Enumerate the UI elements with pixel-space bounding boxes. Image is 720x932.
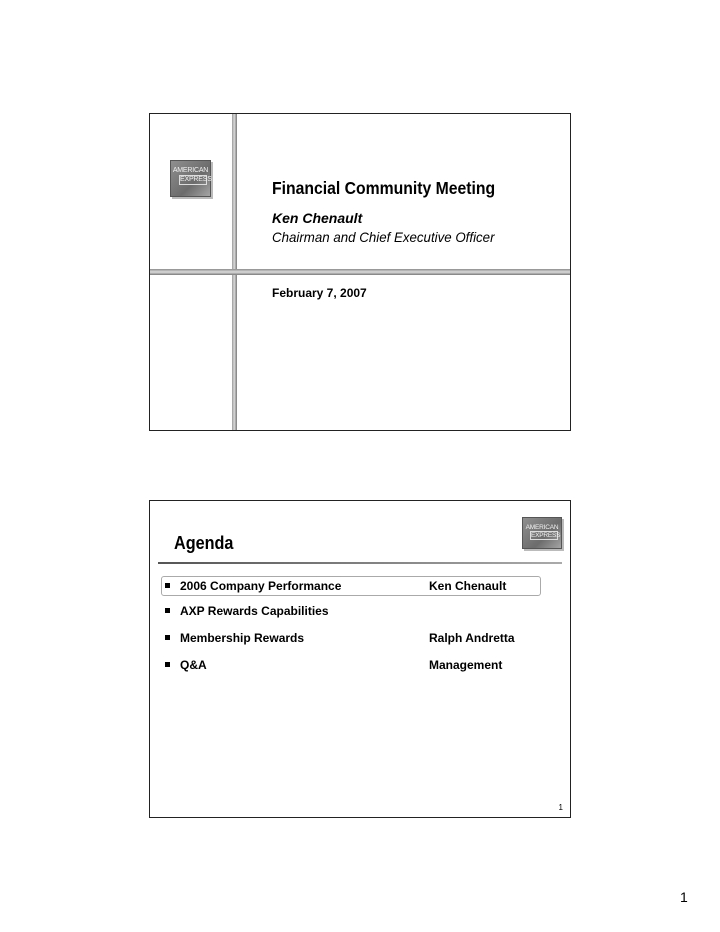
agenda-presenter: Ralph Andretta <box>429 631 515 645</box>
logo-line-1: AMERICAN <box>525 524 559 531</box>
presenter-name: Ken Chenault <box>272 210 363 226</box>
bullet-icon <box>165 635 170 640</box>
bullet-icon <box>165 608 170 613</box>
bullet-icon <box>165 662 170 667</box>
presenter-role: Chairman and Chief Executive Officer <box>272 229 495 245</box>
agenda-topic: 2006 Company Performance <box>180 579 342 593</box>
logo-line-2: EXPRESS <box>180 176 212 183</box>
presentation-date: February 7, 2007 <box>272 286 367 300</box>
agenda-presenter: Ken Chenault <box>429 579 507 593</box>
horizontal-divider <box>150 269 570 275</box>
bullet-icon <box>165 583 170 588</box>
american-express-logo <box>170 160 211 197</box>
agenda-item <box>161 655 541 675</box>
agenda-item <box>161 628 541 648</box>
agenda-item <box>161 601 541 621</box>
presentation-title: Financial Community Meeting <box>272 178 496 198</box>
title-rule <box>158 562 562 564</box>
agenda-topic: Membership Rewards <box>180 631 305 645</box>
agenda-topic: Q&A <box>180 658 207 672</box>
agenda-topic: AXP Rewards Capabilities <box>180 604 329 618</box>
agenda-title: Agenda <box>174 533 234 553</box>
agenda-slide <box>149 500 571 818</box>
american-express-logo <box>522 517 562 549</box>
logo-line-2: EXPRESS <box>531 532 561 539</box>
page-number: 1 <box>680 889 688 905</box>
slide-number: 1 <box>558 803 563 812</box>
agenda-presenter: Management <box>429 658 503 672</box>
logo-line-1: AMERICAN <box>172 167 209 174</box>
agenda-item <box>161 576 541 596</box>
title-slide <box>149 113 571 431</box>
